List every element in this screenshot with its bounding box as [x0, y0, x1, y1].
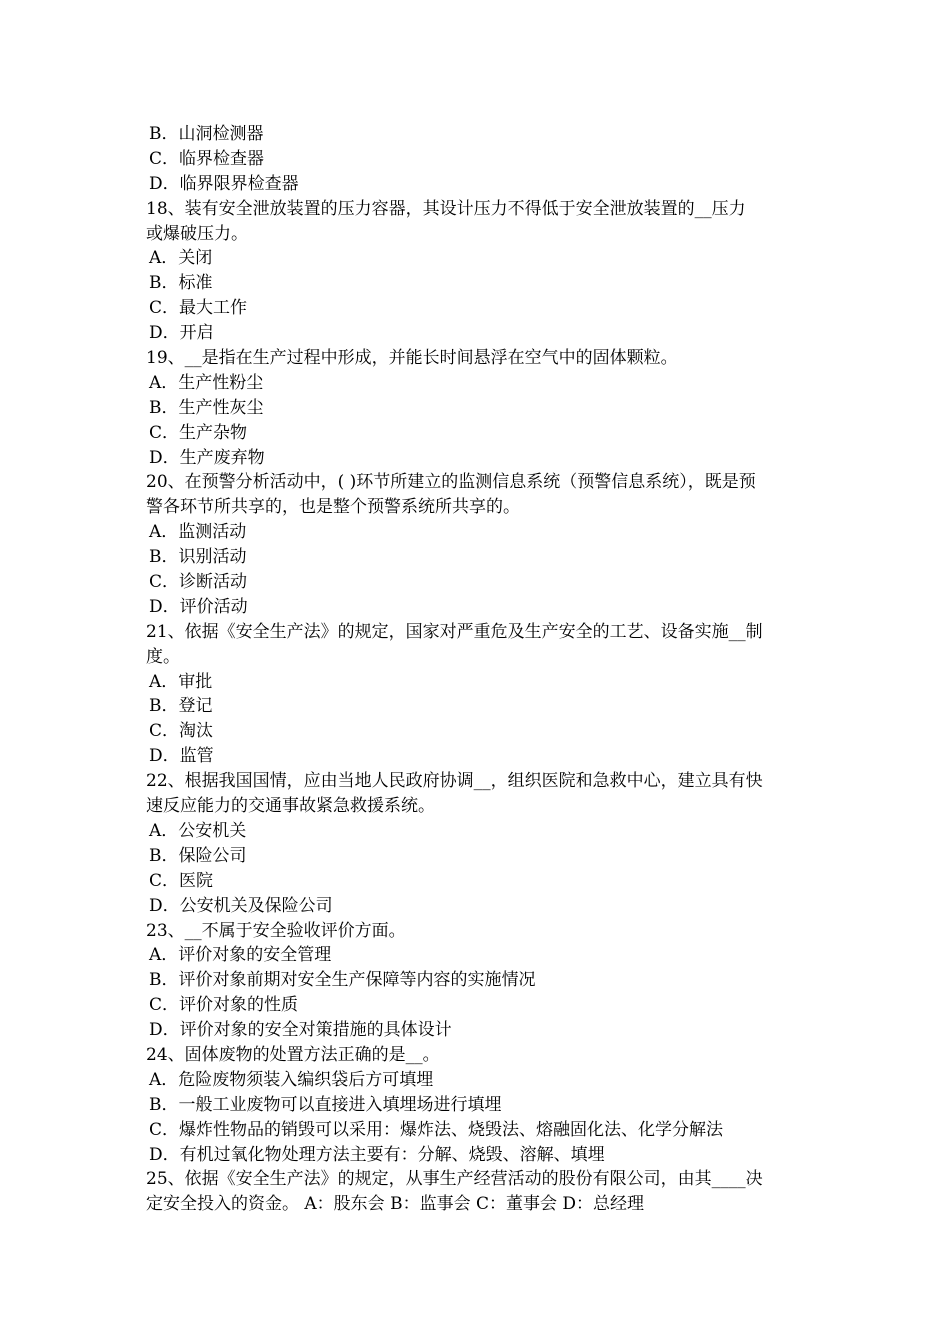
question-text-line: 19、__是指在生产过程中形成，并能长时间悬浮在空气中的固体颗粒。 [146, 348, 678, 369]
option-line: B．山洞检测器 [149, 124, 264, 144]
option-line: D．监管 [149, 746, 214, 767]
question-text-line: 或爆破压力。 [146, 223, 248, 244]
option-line: C．生产杂物 [149, 422, 248, 443]
option-line: C．最大工作 [149, 298, 248, 319]
option-line: A．生产性粉尘 [149, 372, 264, 393]
option-line: C．医院 [149, 870, 214, 891]
option-line: C．诊断活动 [149, 572, 248, 593]
question-text-line: 22、根据我国国情，应由当地人民政府协调__，组织医院和急救中心，建立具有快 [146, 771, 763, 792]
option-line: D．开启 [149, 323, 214, 344]
option-line: B．生产性灰尘 [149, 397, 264, 418]
question-text-line: 18、装有安全泄放装置的压力容器，其设计压力不得低于安全泄放装置的__压力 [146, 198, 746, 219]
question-text-line: 度。 [146, 646, 180, 667]
question-25 [146, 1167, 812, 1217]
option-line: D．临界限界检查器 [149, 173, 299, 194]
option-line: C．淘汰 [149, 721, 214, 742]
question-text-line: 定安全投入的资金。 A：股东会 B：监事会 C：董事会 D：总经理 [146, 1194, 645, 1215]
question-text-line: 24、固体废物的处置方法正确的是__。 [146, 1044, 440, 1065]
question-text-line: 23、__不属于安全验收评价方面。 [146, 920, 406, 941]
option-line: B．保险公司 [149, 845, 247, 866]
option-line: A．关闭 [149, 248, 213, 269]
question-text-line: 20、在预警分析活动中，( )环节所建立的监测信息系统（预警信息系统），既是预 [146, 472, 756, 493]
option-line: D．公安机关及保险公司 [149, 895, 333, 916]
option-line: B．登记 [149, 696, 213, 717]
question-text-line: 速反应能力的交通事故紧急救援系统。 [146, 796, 435, 817]
question-text-line: 警各环节所共享的，也是整个预警系统所共享的。 [146, 497, 520, 518]
option-line: D．评价对象的安全对策措施的具体设计 [149, 1020, 452, 1041]
question-21 [146, 620, 812, 769]
option-line: B．一般工业废物可以直接进入填埋场进行填埋 [149, 1094, 502, 1115]
option-line: D．评价活动 [149, 596, 248, 617]
option-line: A．评价对象的安全管理 [149, 945, 332, 966]
option-line: C．临界检查器 [149, 148, 265, 169]
option-line: D．生产废弃物 [149, 447, 265, 468]
question-24 [146, 1043, 812, 1167]
full-question-texts [0, 0, 1, 1]
question-text-line: 21、依据《安全生产法》的规定，国家对严重危及生产安全的工艺、设备实施__制 [146, 621, 763, 642]
option-line: A．监测活动 [149, 522, 247, 543]
option-line: C．爆炸性物品的销毁可以采用：爆炸法、烧毁法、熔融固化法、化学分解法 [149, 1119, 724, 1140]
question-20 [146, 470, 812, 619]
option-line: A．审批 [149, 671, 213, 692]
question-18 [146, 197, 812, 346]
option-line: A．危险废物须装入编织袋后方可填埋 [149, 1069, 434, 1090]
option-line: A．公安机关 [149, 820, 247, 841]
option-line: C．评价对象的性质 [149, 995, 299, 1016]
question-22 [146, 769, 812, 918]
question-19 [146, 346, 812, 470]
question-text-line: 25、依据《安全生产法》的规定，从事生产经营活动的股份有限公司，由其____决 [146, 1169, 763, 1190]
document-page [146, 122, 812, 1217]
option-line: B．标准 [149, 273, 213, 294]
option-line: B．评价对象前期对安全生产保障等内容的实施情况 [149, 970, 536, 991]
question-23 [146, 919, 812, 1043]
option-line: B．识别活动 [149, 547, 247, 568]
option-line: D．有机过氧化物处理方法主要有：分解、烧毁、溶解、填埋 [149, 1144, 605, 1165]
